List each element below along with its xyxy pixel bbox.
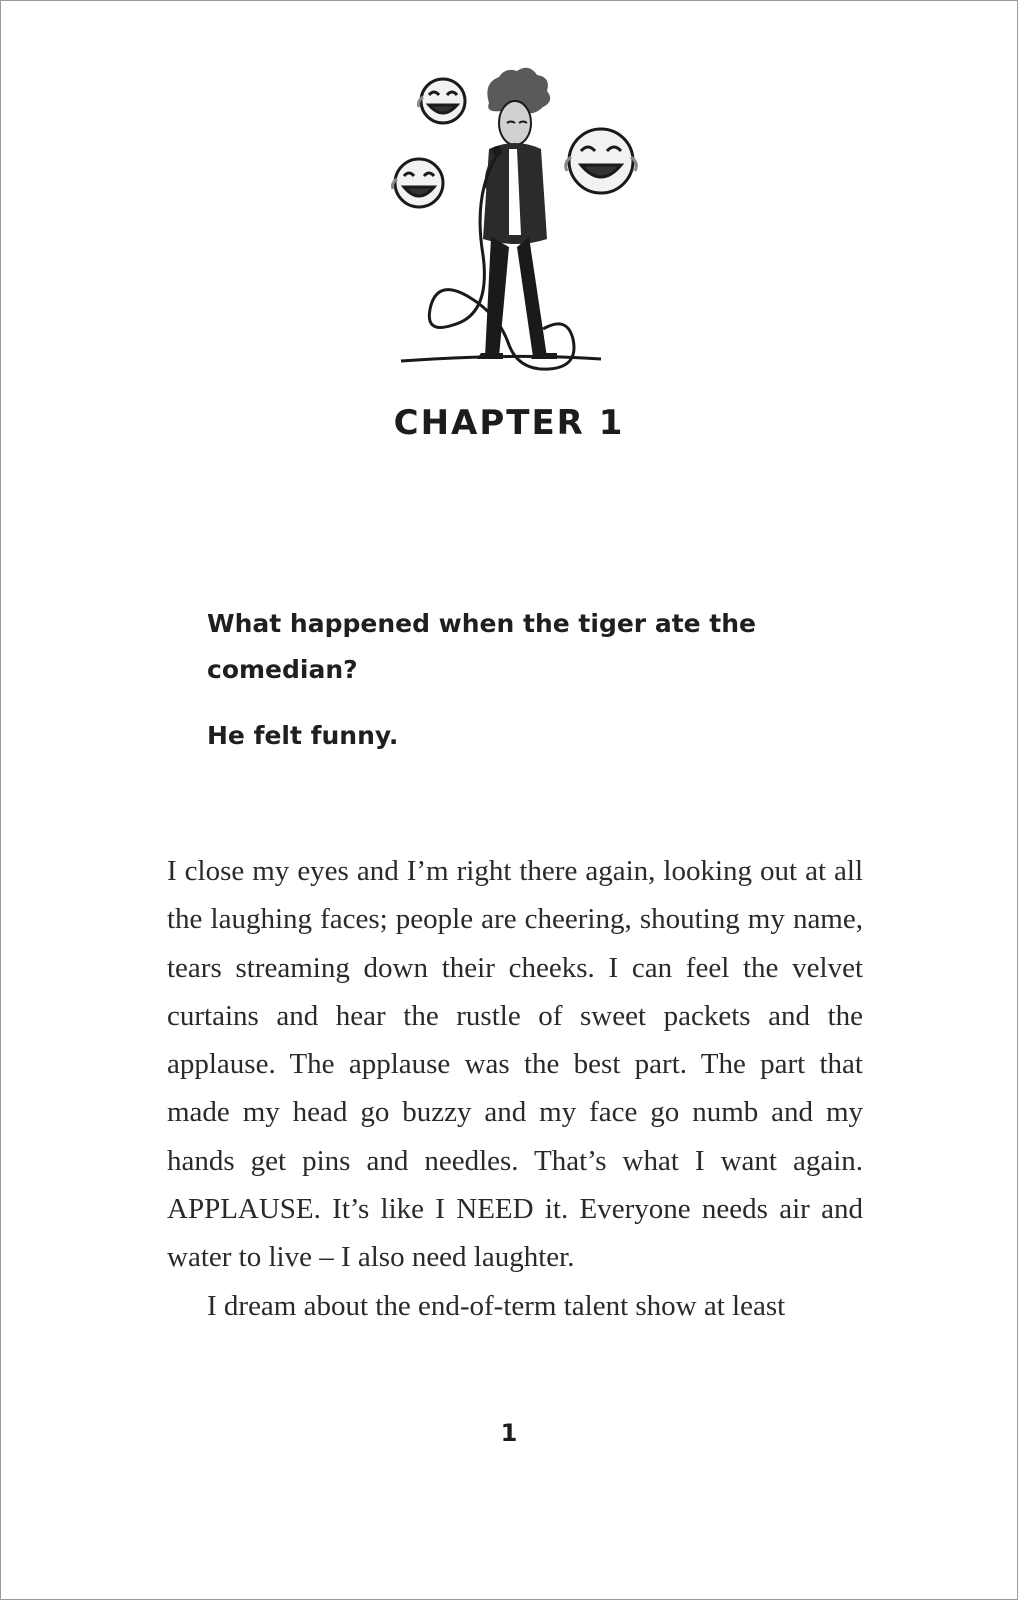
chapter-title: CHAPTER 1	[393, 403, 625, 443]
paragraph: I close my eyes and I’m right there again, looking out at all the laughing faces; people are cheering, shouting my name, tears streaming down their cheeks. I can feel the velvet curtains and hear the rustle of sweet packets and the applause. The applause was the best part. The part that made my head go buzzy and my face go numb and my hands get pins and needles. That’s what I want again. APPLAUSE. It’s like I NEED it. Everyone needs air and water to live – I also need laughter.	[167, 855, 863, 1274]
paragraph: I dream about the end-of-term talent show at least	[207, 1289, 786, 1322]
body-text	[167, 847, 863, 1330]
page-number: 1	[500, 1419, 518, 1447]
joke-answer: He felt funny.	[207, 721, 399, 750]
laughing-emoji-icon	[566, 129, 637, 193]
joke-question: What happened when the tiger ate the comedian?	[207, 609, 757, 684]
comedian-illustration	[381, 61, 641, 401]
laughing-emoji-icon	[393, 159, 444, 207]
laughing-emoji-icon	[419, 79, 466, 123]
